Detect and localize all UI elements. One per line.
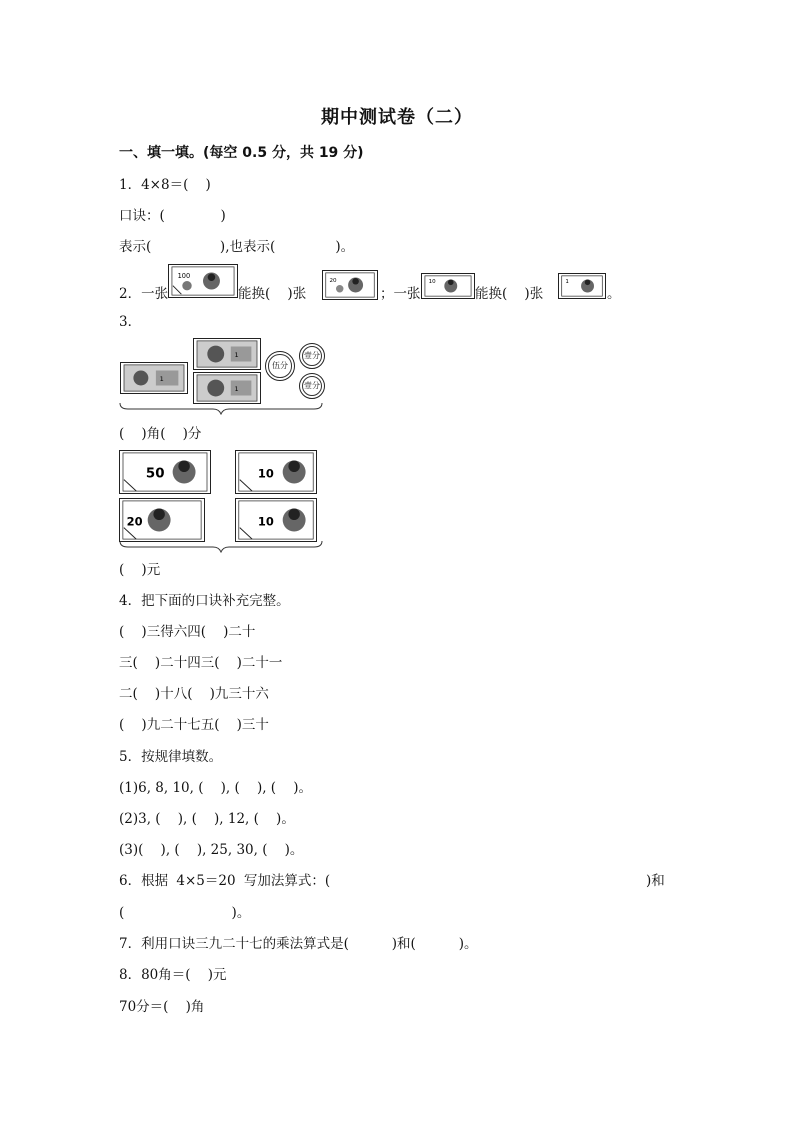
curly-brace (118, 539, 324, 553)
coin-label: 伍分 (271, 361, 288, 371)
q5-row: (2)3, ( ), ( ), 12, ( )。 (119, 811, 295, 827)
q2-text-4: 能换( )张 (475, 286, 544, 302)
note-value: 10 (428, 279, 436, 286)
q2-text-5: 。 (607, 286, 621, 302)
q3-answer-yuan: ( )元 (119, 562, 161, 578)
q6-line1: 6．根据 4×5＝20 写加法算式：( (119, 873, 331, 889)
curly-brace (118, 401, 324, 415)
q2-text-1: 2．一张 (119, 286, 169, 302)
banknote-10-image (421, 273, 475, 299)
q2-text-2: 能换( )张 (238, 286, 307, 302)
q8-line2: 70分＝( )角 (119, 999, 205, 1015)
note-value: 10 (257, 466, 274, 481)
note-value: 50 (145, 466, 165, 482)
q2-text-3: ；一张 (380, 286, 421, 302)
note-value: 100 (177, 272, 191, 281)
banknote-100-image (168, 264, 238, 298)
q5-row: (1)6, 8, 10, ( ), ( ), ( )。 (119, 780, 312, 796)
banknote-50-image (119, 450, 211, 494)
q5-row: (3)( ), ( ), 25, 30, ( )。 (119, 842, 304, 858)
note-value: 1 (565, 279, 569, 286)
coin-label: 壹分 (303, 381, 320, 391)
banknote-10-image (235, 450, 317, 494)
q8-line1: 8．80角＝( )元 (119, 967, 227, 983)
q1-line2: 口诀：( ) (119, 208, 226, 224)
banknote-1-jiao-image (120, 362, 188, 394)
q1-line3: 表示( ),也表示( )。 (119, 239, 355, 255)
banknote-20-image (322, 270, 378, 300)
note-value: 1 (234, 384, 239, 393)
q4-row: ( )九二十七五( )三十 (119, 717, 269, 733)
banknote-10-image (235, 498, 317, 542)
q5-heading: 5．按规律填数。 (119, 749, 223, 765)
note-value: 20 (329, 278, 337, 285)
q7-line: 7．利用口诀三九二十七的乘法算式是( )和( )。 (119, 936, 478, 952)
q4-row: 三( )二十四三( )二十一 (119, 655, 283, 671)
coin-1-fen-image (299, 373, 325, 399)
q4-heading: 4．把下面的口诀补充完整。 (119, 593, 290, 609)
q6-line2: ( )。 (119, 905, 251, 921)
banknote-1-jiao-image (193, 372, 261, 404)
note-value: 10 (257, 514, 274, 529)
banknote-1-image (558, 273, 606, 299)
note-value: 1 (159, 374, 164, 383)
banknote-1-jiao-image (193, 338, 261, 370)
coin-5-fen-image (265, 351, 295, 381)
q6-line1-end: )和 (646, 873, 665, 889)
note-value: 1 (234, 350, 239, 359)
q3-label: 3． (119, 314, 142, 330)
section-heading-fill: 一、填一填。(每空 0.5 分，共 19 分) (119, 145, 364, 161)
coin-1-fen-image (299, 343, 325, 369)
q3-answer-jiao-fen: ( )角( )分 (119, 426, 202, 442)
banknote-20-image (119, 498, 205, 542)
q1-line1: 1．4×8＝( ) (119, 177, 211, 193)
note-value: 20 (126, 514, 143, 529)
coin-label: 壹分 (303, 351, 320, 361)
page-title: 期中测试卷（二） (321, 107, 473, 128)
q4-row: 二( )十八( )九三十六 (119, 686, 269, 702)
q4-row: ( )三得六四( )二十 (119, 624, 256, 640)
